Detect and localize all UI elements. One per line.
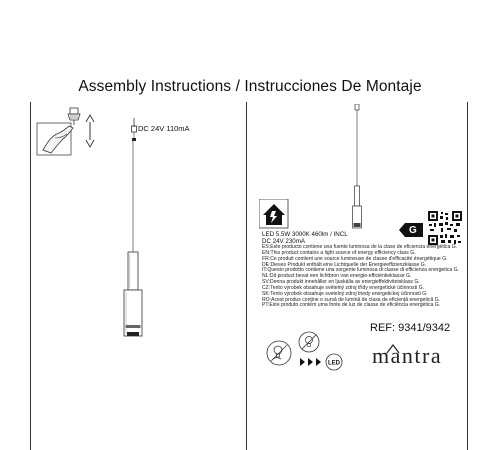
energy-line: EN:This product contains a light source of energy efficiency class G. [262, 249, 416, 256]
center-divider [246, 102, 247, 450]
energy-line: DE:Dieses Produkt enthält eine Lichtquelle der Energieeffizienzklasse G. [262, 261, 427, 268]
energy-line: RO:Acest produs conține o sursă de lumină de clasa de eficiență energetică G. [262, 296, 441, 303]
spec-line-1: LED 5.5W 3000K 460lm / INCL [262, 231, 348, 238]
reference-number: REF: 9341/9342 [370, 322, 451, 334]
light-bulb-hand-icon [266, 340, 292, 366]
brand-logo [372, 343, 442, 369]
energy-house-icon [259, 199, 289, 229]
energy-line: PT:Este produto contém uma fonte de luz de classe de eficiência energética G. [262, 302, 441, 309]
energy-class-letter: G [409, 225, 417, 236]
svg-text:LED: LED [328, 360, 340, 367]
energy-line: SK:Tento výrobok obsahuje svetelný zdroj triedy energetickej účinnosti G. [262, 290, 428, 297]
energy-label-text [262, 231, 462, 309]
pendant-lamp-left [118, 140, 148, 350]
brand-logo-accent [386, 344, 400, 354]
led-arrows-icon [298, 353, 348, 371]
energy-line: FR:Ce produit contient une source lumineuse de classe d'efficacité énergétique G. [262, 255, 448, 262]
power-rating-label: DC 24V 110mA [138, 124, 190, 133]
page-title: Assembly Instructions / Instrucciones De Montaje [78, 78, 422, 95]
right-frame-line [467, 102, 468, 450]
brand-logo-part: ntra [401, 343, 443, 368]
pendant-lamp-small [349, 104, 365, 234]
energy-line: NL:Dit product bevat een lichtbron van energie-efficiëntieklasse G. [262, 273, 412, 280]
brand-logo-part: m [372, 343, 391, 368]
bulb-install-illustration [33, 103, 113, 163]
energy-line: SV:Denna produkt innehåller en ljuskälla av energieffektivitetsklass G. [262, 279, 420, 286]
energy-line: CZ:Tento výrobek obsahuje světelný zdroj třídy energetické účinnosti G. [262, 284, 424, 291]
brand-logo-part: a [390, 343, 402, 368]
dimmer-icon [298, 331, 320, 353]
spec-line-2: DC 24V 230mA [262, 238, 305, 245]
energy-line: ES:Este producto contiene una fuente luminosa de la clase de eficiencia energética G. [262, 244, 458, 250]
left-frame-line [30, 102, 31, 450]
energy-line: IT:Questo prodotto contiene una sorgente luminosa di classe di efficienza energetica G. [262, 267, 459, 274]
